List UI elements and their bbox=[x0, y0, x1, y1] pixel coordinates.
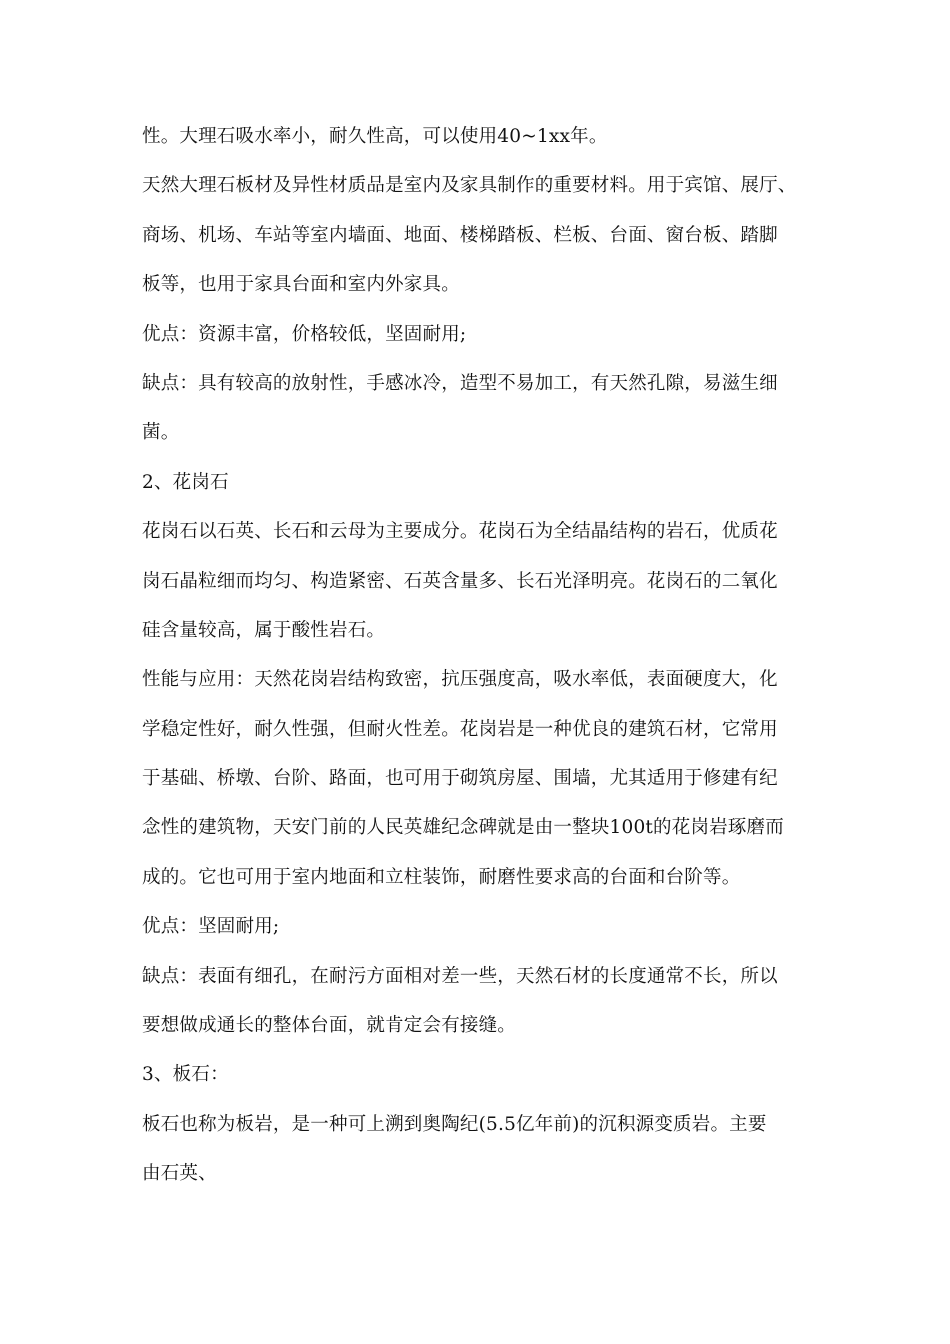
text-line: 硅含量较高，属于酸性岩石。 bbox=[142, 619, 386, 641]
text-line: 性。大理石吸水率小，耐久性高，可以使用40~1xx年。 bbox=[142, 126, 608, 147]
text-line: 学稳定性好，耐久性强，但耐火性差。花岗岩是一种优良的建筑石材，它常用 bbox=[142, 718, 778, 740]
text-line: 商场、机场、车站等室内墙面、地面、楼梯踏板、栏板、台面、窗台板、踏脚 bbox=[142, 224, 778, 246]
text-line: 菌。 bbox=[142, 422, 180, 444]
text-line: 缺点：表面有细孔，在耐污方面相对差一些，天然石材的长度通常不长，所以 bbox=[142, 965, 778, 987]
section-heading: 3、板石： bbox=[142, 1064, 229, 1086]
text-line: 岗石晶粒细而均匀、构造紧密、石英含量多、长石光泽明亮。花岗石的二氧化 bbox=[142, 570, 778, 592]
document-body bbox=[142, 120, 822, 1207]
section-heading: 2、花岗石 bbox=[142, 471, 229, 493]
text-line: 优点：坚固耐用; bbox=[142, 916, 280, 938]
text-line: 板石也称为板岩，是一种可上溯到奥陶纪(5.5亿年前)的沉积源变质岩。主要 bbox=[142, 1113, 767, 1135]
text-line: 成的。它也可用于室内地面和立柱装饰，耐磨性要求高的台面和台阶等。 bbox=[142, 866, 741, 888]
text-line: 要想做成通长的整体台面，就肯定会有接缝。 bbox=[142, 1015, 517, 1037]
text-line: 于基础、桥墩、台阶、路面，也可用于砌筑房屋、围墙，尤其适用于修建有纪 bbox=[142, 768, 778, 790]
text-line: 天然大理石板材及异性材质品是室内及家具制作的重要材料。用于宾馆、展厅、 bbox=[142, 175, 797, 197]
text-line: 念性的建筑物，天安门前的人民英雄纪念碑就是由一整块100t的花岗岩琢磨而 bbox=[142, 817, 784, 839]
text-line: 优点：资源丰富，价格较低，坚固耐用; bbox=[142, 323, 467, 345]
text-line: 花岗石以石英、长石和云母为主要成分。花岗石为全结晶结构的岩石，优质花 bbox=[142, 521, 778, 543]
text-line: 由石英、 bbox=[142, 1163, 217, 1185]
text-line: 性能与应用：天然花岗岩结构致密，抗压强度高，吸水率低，表面硬度大，化 bbox=[142, 669, 778, 691]
text-line: 缺点：具有较高的放射性，手感冰冷，造型不易加工，有天然孔隙，易滋生细 bbox=[142, 372, 778, 394]
text-line: 板等，也用于家具台面和室内外家具。 bbox=[142, 274, 460, 296]
